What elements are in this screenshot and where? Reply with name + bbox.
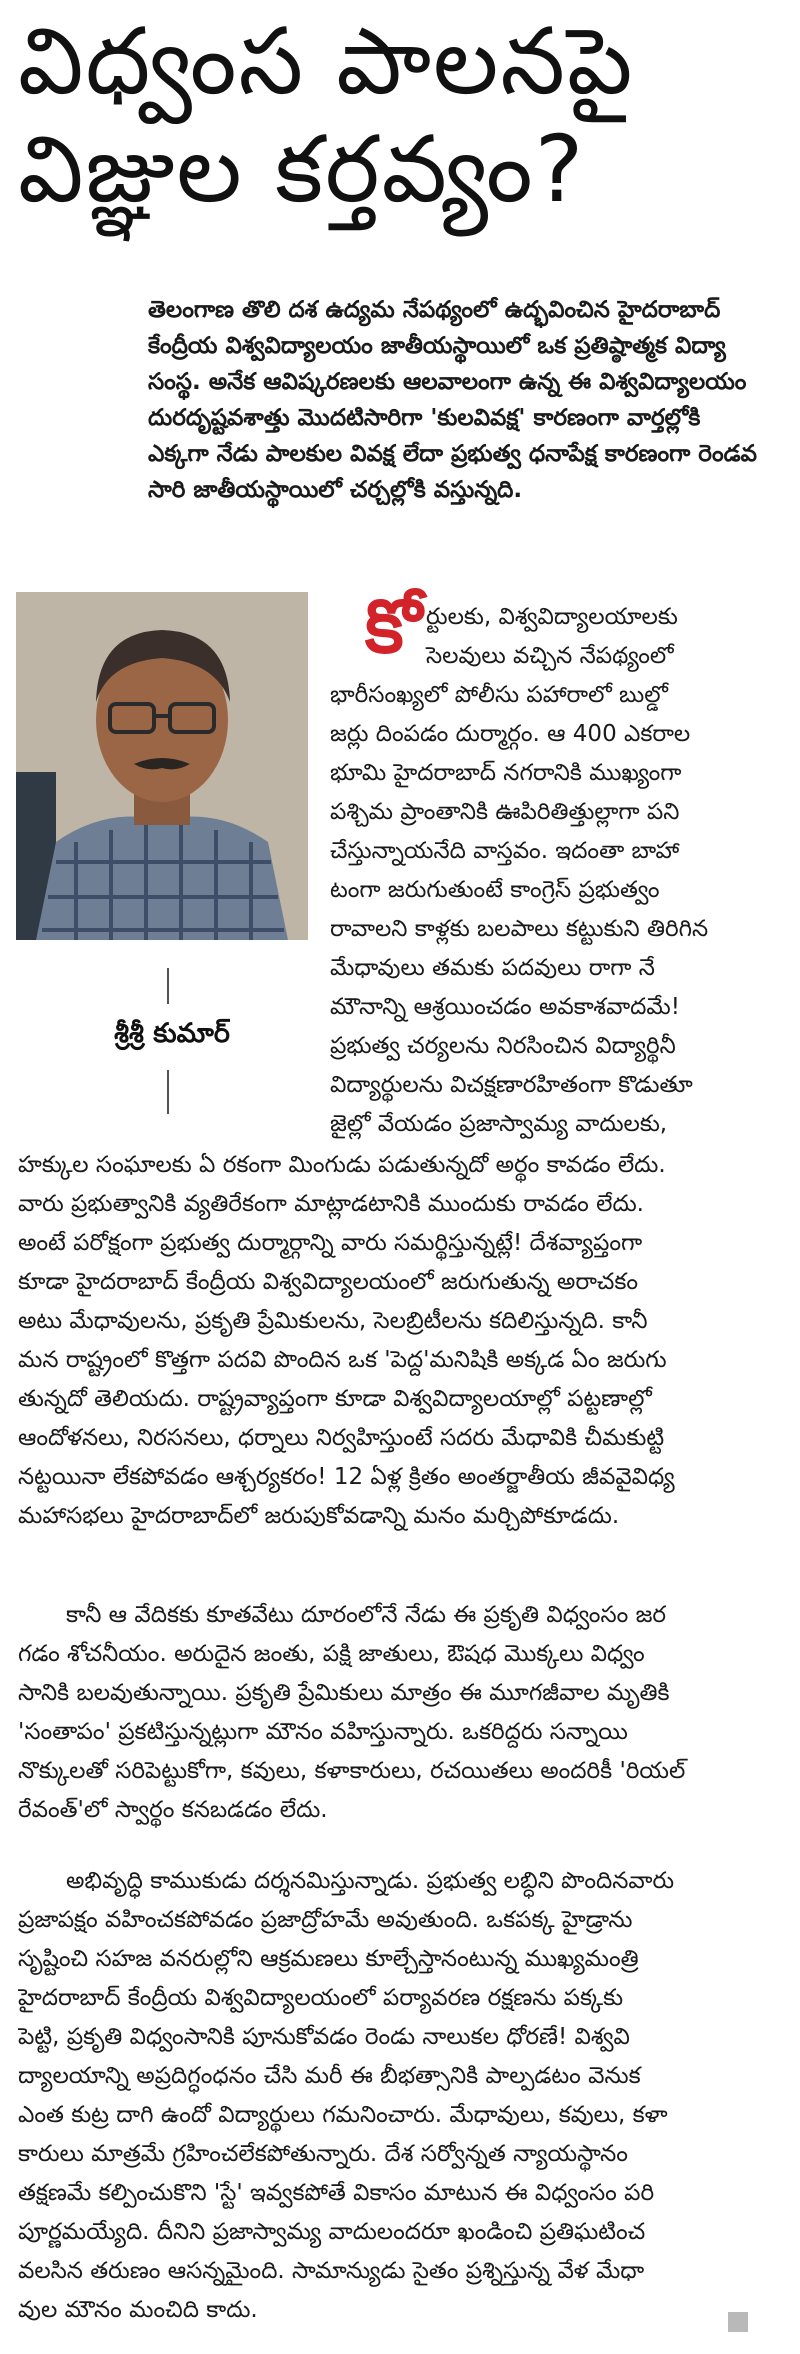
paragraph-line: వారు ప్రభుత్వానికి వ్యతిరేకంగా మాట్లాడటానికి ముందుకు రావడం లేదు. [18, 1191, 644, 1217]
paragraph-line: తక్షణమే కల్పించుకొని 'స్టే' ఇవ్వకపోతే వికాసం మాటున ఈ విధ్వంసం పరి [18, 2180, 655, 2206]
author-divider-bottom [167, 1070, 169, 1114]
intro-line: ఎక్కగా నేడు పాలకుల వివక్ష లేదా ప్రభుత్వ ధనాపేక్ష కారణంగా రెండవ [148, 441, 757, 467]
author-divider-top [167, 968, 169, 1004]
column-line: టంగా జరుగుతుంటే కాంగ్రెస్ ప్రభుత్వం [330, 877, 660, 903]
column-line: సెలవులు వచ్చిన నేపథ్యంలో [426, 643, 674, 669]
paragraph-line: వుల మౌనం మంచిది కాదు. [18, 2297, 258, 2323]
paragraph-line: 'సంతాపం' ప్రకటిస్తున్నట్లుగా మౌనం వహిస్తున్నారు. ఒకరిద్దరు సన్నాయి [18, 1719, 628, 1745]
paragraph-line: సృష్టించి సహజ వనరుల్లోని ఆక్రమణలు కూల్చేస్తానంటున్న ముఖ్యమంత్రి [18, 1946, 639, 1972]
paragraph-line: కూడా హైదరాబాద్ కేంద్రీయ విశ్వవిద్యాలయంలో జరుగుతున్న అరాచకం [18, 1269, 639, 1295]
column-line: ప్రభుత్వ చర్యలను నిరసించిన విద్యార్థినీ [330, 1033, 676, 1059]
paragraph-line: ప్రజాపక్షం వహించకపోవడం ప్రజాద్రోహమే అవుతుంది. ఒకపక్క హైడ్రాను [18, 1907, 633, 1933]
paragraph-line: వలసిన తరుణం ఆసన్నమైంది. సామాన్యుడు సైతం ప్రశ్నిస్తున్న వేళ మేధా [18, 2258, 645, 2284]
paragraph-line: రేవంత్'లో స్వార్థం కనబడడం లేదు. [18, 1797, 328, 1823]
article-column-right [330, 598, 770, 1144]
paragraph-line: పెట్టి, ప్రకృతి విధ్వంసానికి పూనుకోవడం రెండు నాలుకల ధోరణే! విశ్వవి [18, 2024, 630, 2050]
intro-blurb [148, 292, 776, 508]
intro-line: సారి జాతీయస్థాయిలో చర్చల్లోకి వస్తున్నది. [148, 477, 523, 503]
author-name: శ్రీశ్రీ కుమార్ [114, 1018, 230, 1049]
paragraph-line: హైదరాబాద్ కేంద్రీయ విశ్వవిద్యాలయంలో పర్యావరణ రక్షణను పక్కకు [18, 1985, 624, 2011]
author-photo [16, 592, 308, 940]
paragraph-line: సానికి బలవుతున్నాయి. ప్రకృతి ప్రేమికులు మాత్రం ఈ మూగజీవాల మృతికి [18, 1680, 670, 1706]
paragraph-line: నొక్కులతో సరిపెట్టుకోగా, కవులు, కళాకారులు, రచయితలు అందరికీ 'రియల్ [18, 1758, 686, 1784]
paragraph-line: తున్నదో తెలియదు. రాష్ట్రవ్యాప్తంగా కూడా విశ్వవిద్యాలయాల్లో పట్టణాల్లో [18, 1386, 652, 1412]
author-portrait-image [16, 592, 308, 940]
paragraph-line: పూర్ణమయ్యేది. దీనిని ప్రజాస్వామ్య వాదులందరూ ఖండించి ప్రతిఘటించ [18, 2219, 646, 2245]
column-line: విద్యార్థులను విచక్షణారహితంగా కొడుతూ [330, 1072, 693, 1098]
end-of-article-mark [728, 2312, 748, 2332]
headline-line-2: విజ్ఞుల కర్తవ్యం? [18, 116, 586, 223]
paragraph-line: హక్కుల సంఘాలకు ఏ రకంగా మింగుడు పడుతున్నదో అర్థం కావడం లేదు. [18, 1152, 666, 1178]
column-line: చేస్తున్నాయనేది వాస్తవం. ఇదంతా బాహా [330, 838, 680, 864]
column-line: భారీసంఖ్యలో పోలీసు పహారాలో బుల్డో [330, 682, 668, 708]
paragraph-line: కారులు మాత్రమే గ్రహించలేకపోతున్నారు. దేశ సర్వోన్నత న్యాయస్థానం [18, 2141, 628, 2167]
paragraph-line: కానీ ఆ వేదికకు కూతవేటు దూరంలోనే నేడు ఈ ప్రకృతి విధ్వంసం జర [66, 1602, 667, 1628]
intro-line: సంస్థ. అనేక ఆవిష్కరణలకు ఆలవాలంగా ఉన్న ఈ విశ్వవిద్యాలయం [148, 369, 747, 395]
intro-line: కేంద్రీయ విశ్వవిద్యాలయం జాతీయస్థాయిలో ఒక ప్రతిష్ఠాత్మక విద్యా [148, 333, 726, 359]
paragraph-line: మన రాష్ట్రంలో కొత్తగా పదవి పొందిన ఒక 'పెద్ద'మనిషికి అక్కడ ఏం జరుగు [18, 1347, 667, 1373]
intro-line: దురదృష్టవశాత్తు మొదటిసారిగా 'కులవివక్ష' కారణంగా వార్తల్లోకి [148, 405, 701, 431]
paragraph-line: ఎంత కుట్ర దాగి ఉందో విద్యార్థులు గమనించారు. మేధావులు, కవులు, కళా [18, 2102, 668, 2128]
paragraph-line: ఆందోళనలు, నిరసనలు, ధర్నాలు నిర్వహిస్తుంటే సదరు మేధావికి చీమకుట్టి [18, 1425, 665, 1451]
column-line: పశ్చిమ ప్రాంతానికి ఊపిరితిత్తుల్లాగా పని [330, 799, 680, 825]
drop-cap: కో [365, 584, 423, 670]
column-line: ర్టులకు, విశ్వవిద్యాలయాలకు [426, 604, 678, 630]
column-line: మౌనాన్ని ఆశ్రయించడం అవకాశవాదమే! [330, 994, 680, 1020]
column-line: రావాలని కాళ్లకు బలపాలు కట్టుకుని తిరిగిన [330, 916, 709, 942]
paragraph-line: అంటే పరోక్షంగా ప్రభుత్వ దుర్మార్గాన్ని వారు సమర్థిస్తున్నట్లే! దేశవ్యాప్తంగా [18, 1230, 643, 1256]
intro-line: తెలంగాణ తొలి దశ ఉద్యమ నేపథ్యంలో ఉద్భవించిన హైదరాబాద్ [148, 297, 721, 323]
paragraph-line: గడం శోచనీయం. అరుదైన జంతు, పక్షి జాతులు, ఔషధ మొక్కలు విధ్వం [18, 1641, 645, 1667]
paragraph-line: మహాసభలు హైదరాబాద్‌లో జరుపుకోవడాన్ని మనం మర్చిపోకూడదు. [18, 1503, 620, 1529]
column-line: జర్లు దింపడం దుర్మార్గం. ఆ 400 ఎకరాల [330, 721, 691, 747]
article-paragraph-2 [18, 1596, 784, 1830]
paragraph-line: నట్టయినా లేకపోవడం ఆశ్చర్యకరం! 12 ఏళ్ల క్రితం అంతర్జాతీయ జీవవైవిధ్య [18, 1464, 675, 1490]
paragraph-line: అభివృద్ధి కాముకుడు దర్శనమిస్తున్నాడు. ప్రభుత్వ లబ్ధిని పొందినవారు [66, 1868, 675, 1894]
headline [18, 8, 788, 224]
paragraph-line: ద్యాలయాన్ని అప్రదిగ్ధంధనం చేసి మరీ ఈ బీభత్సానికి పాల్పడటం వెనుక [18, 2063, 641, 2089]
article-paragraph-3 [18, 1862, 784, 2330]
column-line: మేధావులు తమకు పదవులు రాగా నే [330, 955, 655, 981]
headline-line-1: విధ్వంస పాలనపై [18, 8, 635, 115]
article-paragraph-1 [18, 1146, 784, 1536]
paragraph-line: అటు మేధావులను, ప్రకృతి ప్రేమికులను, సెలబ్రిటీలను కదిలిస్తున్నది. కానీ [18, 1308, 648, 1334]
column-line: జైల్లో వేయడం ప్రజాస్వామ్య వాదులకు, [330, 1111, 668, 1137]
column-line: భూమి హైదరాబాద్ నగరానికి ముఖ్యంగా [330, 760, 682, 786]
